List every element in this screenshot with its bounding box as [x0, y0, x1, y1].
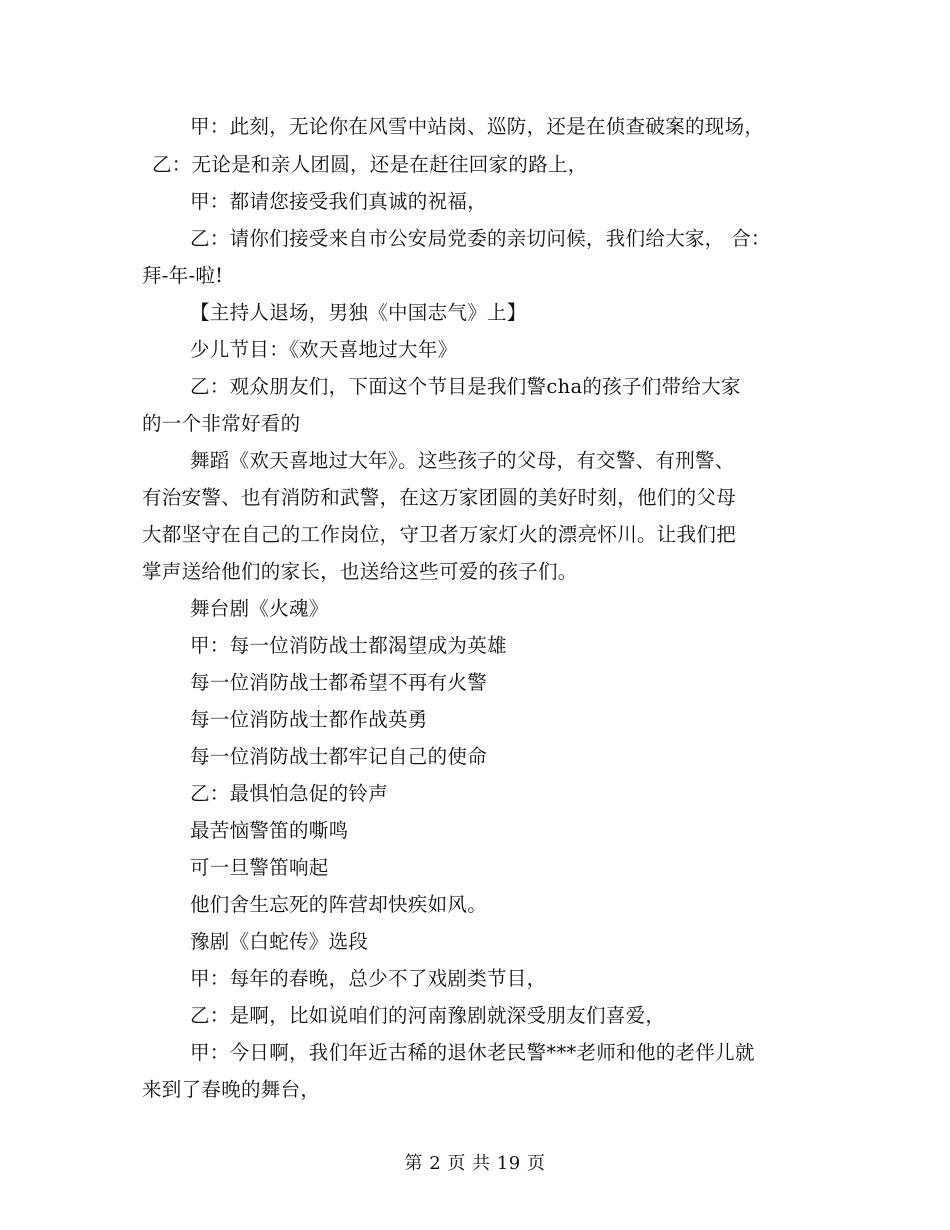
text-line: 最苦恼警笛的嘶鸣 [190, 819, 349, 842]
text-line: 舞蹈《欢天喜地过大年》。这些孩子的父母，有交警、有刑警、 [190, 449, 735, 472]
text-line: 少儿节目：《欢天喜地过大年》 [190, 338, 458, 361]
text-line: 甲：今日啊，我们年近古稀的退休老民警***老师和他的老伴儿就 [190, 1041, 755, 1064]
text-line: 甲：每年的春晚，总少不了戏剧类节目， [190, 967, 547, 990]
text-line: 乙：无论是和亲人团圆，还是在赶往回家的路上， [152, 153, 588, 176]
text-line: 来到了春晚的舞台， [142, 1078, 321, 1101]
text-line: 有治安警、也有消防和武警，在这万家团圆的美好时刻，他们的父母 [142, 486, 737, 509]
text-line: 他们舍生忘死的阵营却快疾如风。 [190, 893, 488, 916]
text-line: 乙：请你们接受来自市公安局党委的亲切问候，我们给大家， 合： [190, 227, 771, 250]
text-line: 的一个非常好看的 [142, 412, 301, 435]
text-line: 甲：都请您接受我们真诚的祝福， [190, 190, 488, 213]
text-line: 甲：每一位消防战士都渴望成为英雄 [190, 634, 507, 657]
text-line: 拜-年-啦! [142, 264, 224, 287]
text-line: 乙：是啊，比如说咱们的河南豫剧就深受朋友们喜爱， [190, 1004, 666, 1027]
text-line: 舞台剧《火魂》 [190, 597, 329, 620]
text-line: 乙：最惧怕急促的铃声 [190, 782, 389, 805]
text-line: 每一位消防战士都希望不再有火警 [190, 671, 488, 694]
text-line: 甲：此刻，无论你在风雪中站岗、巡防，还是在侦查破案的现场， [190, 115, 765, 138]
text-line: 可一旦警笛响起 [190, 856, 329, 879]
text-line: 乙：观众朋友们，下面这个节目是我们警cha的孩子们带给大家 [190, 375, 741, 398]
text-line: 【主持人退场，男独《中国志气》上】 [190, 301, 527, 324]
text-line: 每一位消防战士都牢记自己的使命 [190, 745, 488, 768]
text-line: 掌声送给他们的家长，也送给这些可爱的孩子们。 [142, 560, 578, 583]
text-line: 每一位消防战士都作战英勇 [190, 708, 428, 731]
text-line: 豫剧《白蛇传》选段 [190, 930, 369, 953]
page-footer: 第 2 页 共 19 页 [404, 1153, 546, 1174]
text-line: 大都坚守在自己的工作岗位，守卫者万家灯火的漂亮怀川。让我们把 [142, 523, 737, 546]
